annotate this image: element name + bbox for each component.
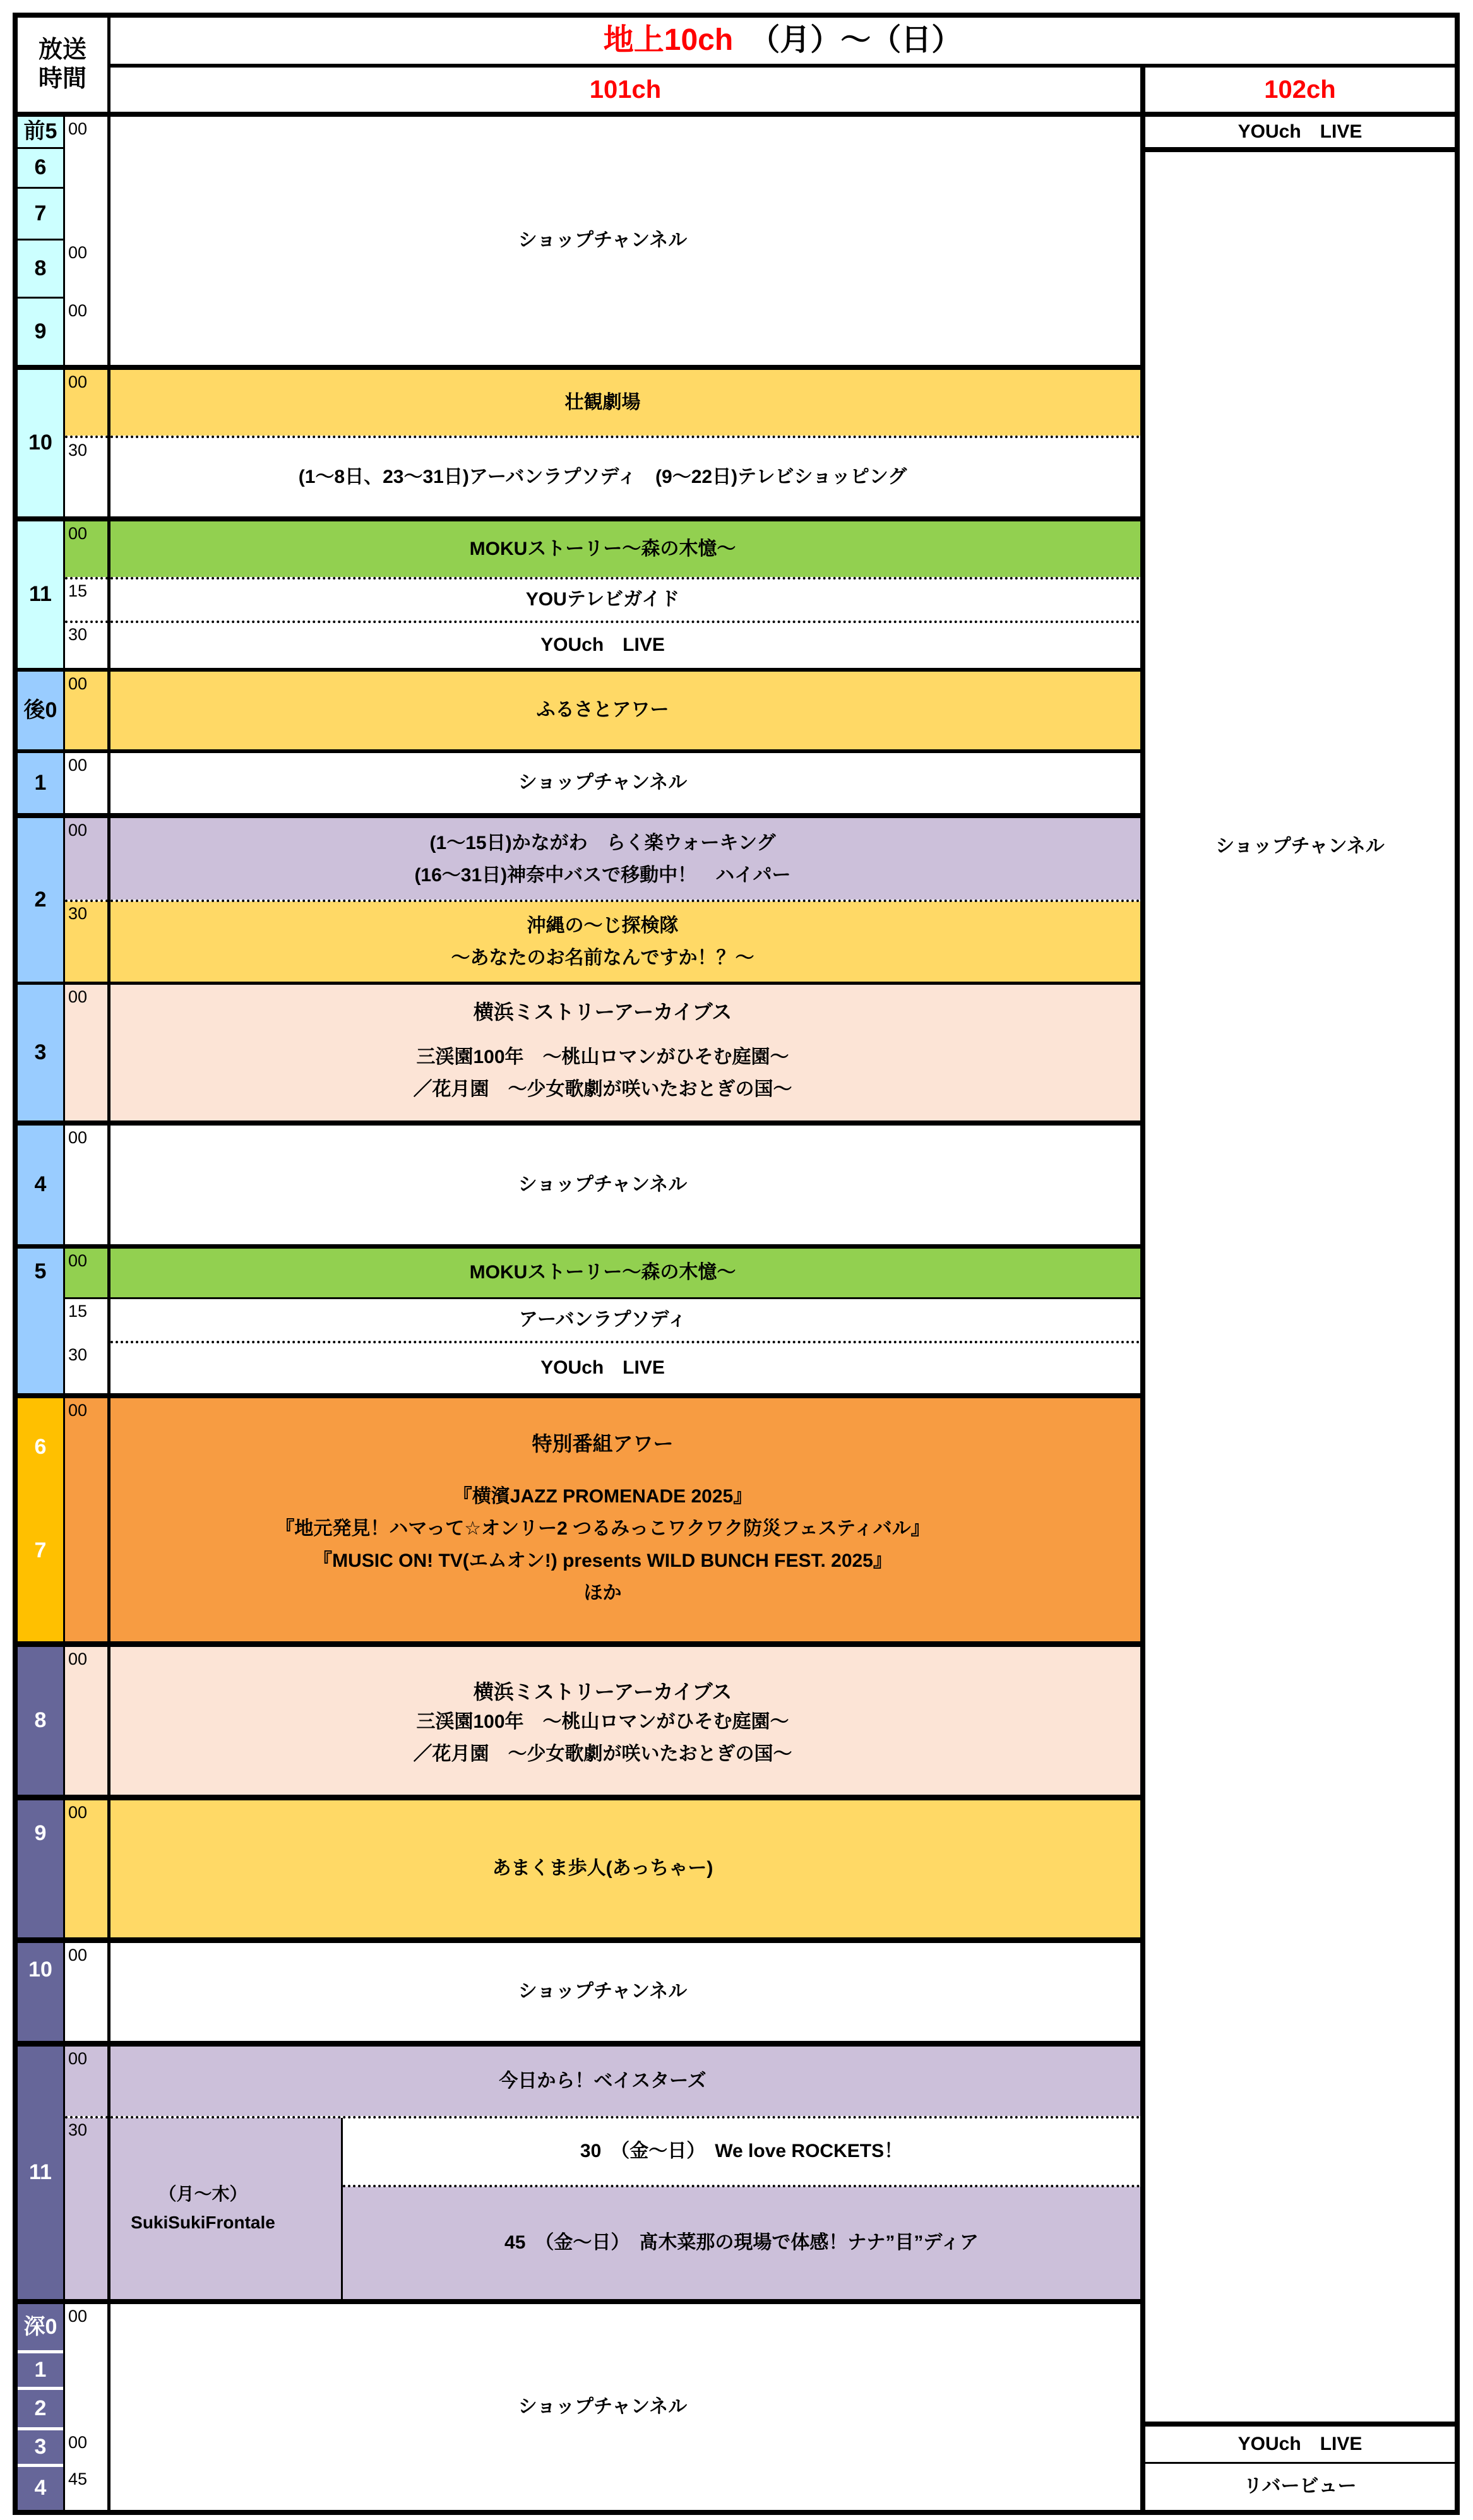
grid-line-v xyxy=(13,13,18,2515)
grid-line-h xyxy=(107,64,1460,68)
grid-line-h xyxy=(13,1120,1145,1126)
program-yokohama-mystery-pm8 xyxy=(65,1647,1140,1795)
program-sukisuki-frontale xyxy=(65,2118,341,2299)
program-amakuma: あまくま歩人(あっちゃー) xyxy=(65,1800,1140,1937)
hour-cell-pm3: 3 xyxy=(18,985,63,1120)
ch102-riverview: リバービュー xyxy=(1145,2464,1455,2510)
program-shop-pm10: ショップチャンネル xyxy=(65,1943,1140,2041)
hour-cell-pm9: 9 xyxy=(18,1800,63,1937)
special-line1: 『横濱JAZZ PROMENADE 2025』 xyxy=(453,1486,753,1507)
minute-label: 00 xyxy=(68,524,88,543)
program-shop-pm4: ショップチャンネル xyxy=(65,1126,1140,1244)
broadcast-time-header xyxy=(18,18,107,112)
program-you-tv-guide: YOUテレビガイド xyxy=(65,579,1140,621)
program-baystars: 今日から！ベイスターズ xyxy=(65,2047,1140,2116)
minute-label: 00 xyxy=(68,1128,88,1147)
mystery8-line2: ／花月園 ～少女歌劇が咲いたおとぎの国～ xyxy=(413,1744,792,1765)
grid-line-h xyxy=(1145,147,1455,152)
grid-line-h xyxy=(13,2299,1145,2304)
dotted-divider xyxy=(65,577,1140,579)
hour-label-pm6: 6 xyxy=(34,1435,47,1459)
minute-label: 00 xyxy=(68,987,88,1006)
minute-label: 30 xyxy=(68,904,88,923)
minute-label: 00 xyxy=(68,2049,88,2068)
okinawa-line1: 沖縄の～じ探検隊 xyxy=(527,915,679,936)
hour-cell-am11: 11 xyxy=(18,521,63,668)
dotted-divider xyxy=(65,621,1140,623)
minute-label: 30 xyxy=(68,2120,88,2139)
hour-cell-pm6-pm7 xyxy=(18,1398,63,1641)
kanagawa-line2: (16～31日)神奈中バスで移動中！ ハイパー xyxy=(414,864,791,886)
hour-cell-am9: 9 xyxy=(18,299,63,365)
mystery8-line1: 三渓園100年 ～桃山ロマンがひそむ庭園～ xyxy=(416,1711,789,1733)
program-kanagawa-walking xyxy=(65,818,1140,900)
hour-cell-pm11: 11 xyxy=(18,2047,63,2299)
hour-label-pm7: 7 xyxy=(34,1538,47,1563)
minute-label: 30 xyxy=(68,441,88,460)
grid-line-h xyxy=(1145,2462,1455,2464)
grid-line-v xyxy=(63,117,65,2510)
program-urban-rhapsody: アーバンラプソディ xyxy=(65,1299,1140,1341)
mystery8-title: 横浜ミストリーアーカイブス xyxy=(473,1680,732,1703)
special-line2: 『地元発見！ハマって☆オンリー2 つるみっこワクワク防災フェスティバル』 xyxy=(275,1518,930,1540)
dotted-divider xyxy=(65,900,1140,902)
program-urban-teleshopping: (1～8日、23～31日)アーバンラプソディ (9～22日)テレビショッピング xyxy=(65,438,1140,516)
dotted-divider xyxy=(65,2116,1140,2119)
program-youch-live-pm5: YOUch LIVE xyxy=(65,1343,1140,1393)
minute-label: 45 xyxy=(68,2469,88,2488)
minute-label: 00 xyxy=(68,2307,88,2326)
grid-line-v xyxy=(1140,68,1145,2510)
minute-label: 00 xyxy=(68,1251,88,1270)
hour-cell-pm2: 2 xyxy=(18,818,63,982)
hour-cell-mid0: 深0 xyxy=(18,2304,63,2350)
minute-label: 00 xyxy=(68,1649,88,1668)
dotted-divider xyxy=(110,1341,1140,1343)
grid-line-h xyxy=(13,1393,1145,1398)
hour-cell-mid4: 4 xyxy=(18,2467,63,2510)
special-line3: 『MUSIC ON! TV(エムオン!) presents WILD BUNCH FEST. 2025』 xyxy=(313,1550,892,1572)
okinawa-line2: ～あなたのお名前なんですか！？～ xyxy=(451,947,754,968)
grid-line-h xyxy=(13,365,1145,370)
program-shop-midnight: ショップチャンネル xyxy=(65,2304,1140,2510)
broadcast-time-line1: 放送 xyxy=(38,36,86,63)
special-title: 特別番組アワー xyxy=(532,1432,674,1455)
grid-line-v xyxy=(1455,13,1460,2515)
minute-label: 00 xyxy=(68,243,88,262)
title-days: （月）～（日） xyxy=(749,23,962,57)
grid-line-h xyxy=(13,668,1145,672)
grid-line-h xyxy=(13,2041,1145,2047)
grid-line-h xyxy=(13,813,1145,818)
hour-cell-am10: 10 xyxy=(18,370,63,516)
grid-line-h xyxy=(13,516,1145,521)
broadcast-time-line2: 時間 xyxy=(38,65,86,92)
program-yokohama-mystery-pm3 xyxy=(65,985,1140,1120)
hour-cell-mid2: 2 xyxy=(18,2390,63,2427)
minute-label: 00 xyxy=(68,821,88,840)
minute-label: 00 xyxy=(68,1946,88,1964)
grid-line-h xyxy=(13,982,1145,985)
grid-line-h xyxy=(13,1641,1145,1647)
channel-102-header: 102ch xyxy=(1264,76,1336,104)
hour-cell-pm5: 5 xyxy=(18,1249,63,1393)
minute-label: 00 xyxy=(68,2433,88,2452)
ch102-shop-channel: ショップチャンネル xyxy=(1145,152,1455,2422)
hour-cell-am5: 前5 xyxy=(18,117,63,147)
grid-line-h xyxy=(13,1937,1145,1943)
minute-label: 00 xyxy=(68,756,88,775)
program-nana-media: 45 （金～日） 髙木菜那の現場で体感！ナナ”目”ディア xyxy=(343,2187,1140,2299)
grid-line-v xyxy=(107,18,110,2510)
schedule-title xyxy=(110,18,1455,64)
sukisuki-line2: SukiSukiFrontale xyxy=(131,2212,275,2232)
grid-line-v xyxy=(341,2118,343,2299)
program-shop-pm1: ショップチャンネル xyxy=(65,753,1140,813)
hour-cell-am8: 8 xyxy=(18,241,63,297)
grid-line-h xyxy=(1145,2422,1455,2427)
hour-cell-pm10: 10 xyxy=(18,1943,63,2041)
program-shop-morning: ショップチャンネル xyxy=(65,117,1140,365)
kanagawa-line1: (1～15日)かながわ らく楽ウォーキング xyxy=(429,832,776,853)
hour-cell-pm0: 後0 xyxy=(18,672,63,749)
mystery-line1: 三渓園100年 ～桃山ロマンがひそむ庭園～ xyxy=(416,1047,789,1068)
grid-line-h xyxy=(13,13,1460,18)
grid-line-h xyxy=(13,749,1145,753)
program-furusato-hour: ふるさとアワー xyxy=(65,672,1140,749)
minute-label: 30 xyxy=(68,625,88,644)
minute-label: 00 xyxy=(68,119,88,138)
title-channel: 地上10ch xyxy=(603,23,734,57)
dotted-divider xyxy=(343,2185,1140,2187)
special-line4: ほか xyxy=(583,1583,622,1604)
minute-label: 15 xyxy=(68,581,88,600)
program-moku-story-pm: MOKUストーリー～森の木憶～ xyxy=(65,1249,1140,1297)
ch102-youch-live-bottom: YOUch LIVE xyxy=(1145,2427,1455,2462)
program-special-hour xyxy=(65,1398,1140,1641)
dotted-divider xyxy=(65,436,1140,438)
minute-label: 00 xyxy=(68,1401,88,1420)
program-youch-live-am: YOUch LIVE xyxy=(65,622,1140,668)
grid-line-h xyxy=(13,2510,1460,2515)
hour-cell-am7: 7 xyxy=(18,189,63,239)
grid-line-h xyxy=(13,1244,1145,1249)
grid-line-h xyxy=(18,239,63,241)
grid-line-h xyxy=(18,147,63,149)
grid-line-h xyxy=(13,1795,1145,1800)
program-moku-story-am: MOKUストーリー～森の木憶～ xyxy=(65,521,1140,577)
program-we-love-rockets: 30 （金～日） We love ROCKETS！ xyxy=(343,2118,1140,2185)
program-okinawa-tankentai xyxy=(65,901,1140,982)
grid-line-h xyxy=(13,112,1460,117)
program-soukan-gekijo: 壮観劇場 xyxy=(65,370,1140,436)
hour-cell-mid3: 3 xyxy=(18,2430,63,2464)
minute-label: 15 xyxy=(68,1302,88,1321)
minute-label: 00 xyxy=(68,674,88,693)
channel-101-header: 101ch xyxy=(589,76,662,104)
grid-line-h xyxy=(18,187,63,189)
hour-cell-pm4: 4 xyxy=(18,1126,63,1244)
mystery-title: 横浜ミストリーアーカイブス xyxy=(473,1001,732,1023)
sukisuki-line1: （月～木） xyxy=(158,2184,247,2204)
minute-label: 00 xyxy=(68,372,88,391)
minute-label: 00 xyxy=(68,1803,88,1822)
minute-label: 30 xyxy=(68,1345,88,1364)
minute-label: 00 xyxy=(68,301,88,320)
hour-cell-mid1: 1 xyxy=(18,2353,63,2387)
grid-line-h xyxy=(65,1297,1140,1299)
grid-line-h xyxy=(18,297,63,299)
hour-cell-pm1: 1 xyxy=(18,753,63,813)
hour-cell-am6: 6 xyxy=(18,149,63,187)
ch102-youch-live-top: YOUch LIVE xyxy=(1145,117,1455,147)
hour-cell-pm8: 8 xyxy=(18,1647,63,1795)
mystery-line2: ／花月園 ～少女歌劇が咲いたおとぎの国～ xyxy=(413,1079,792,1100)
